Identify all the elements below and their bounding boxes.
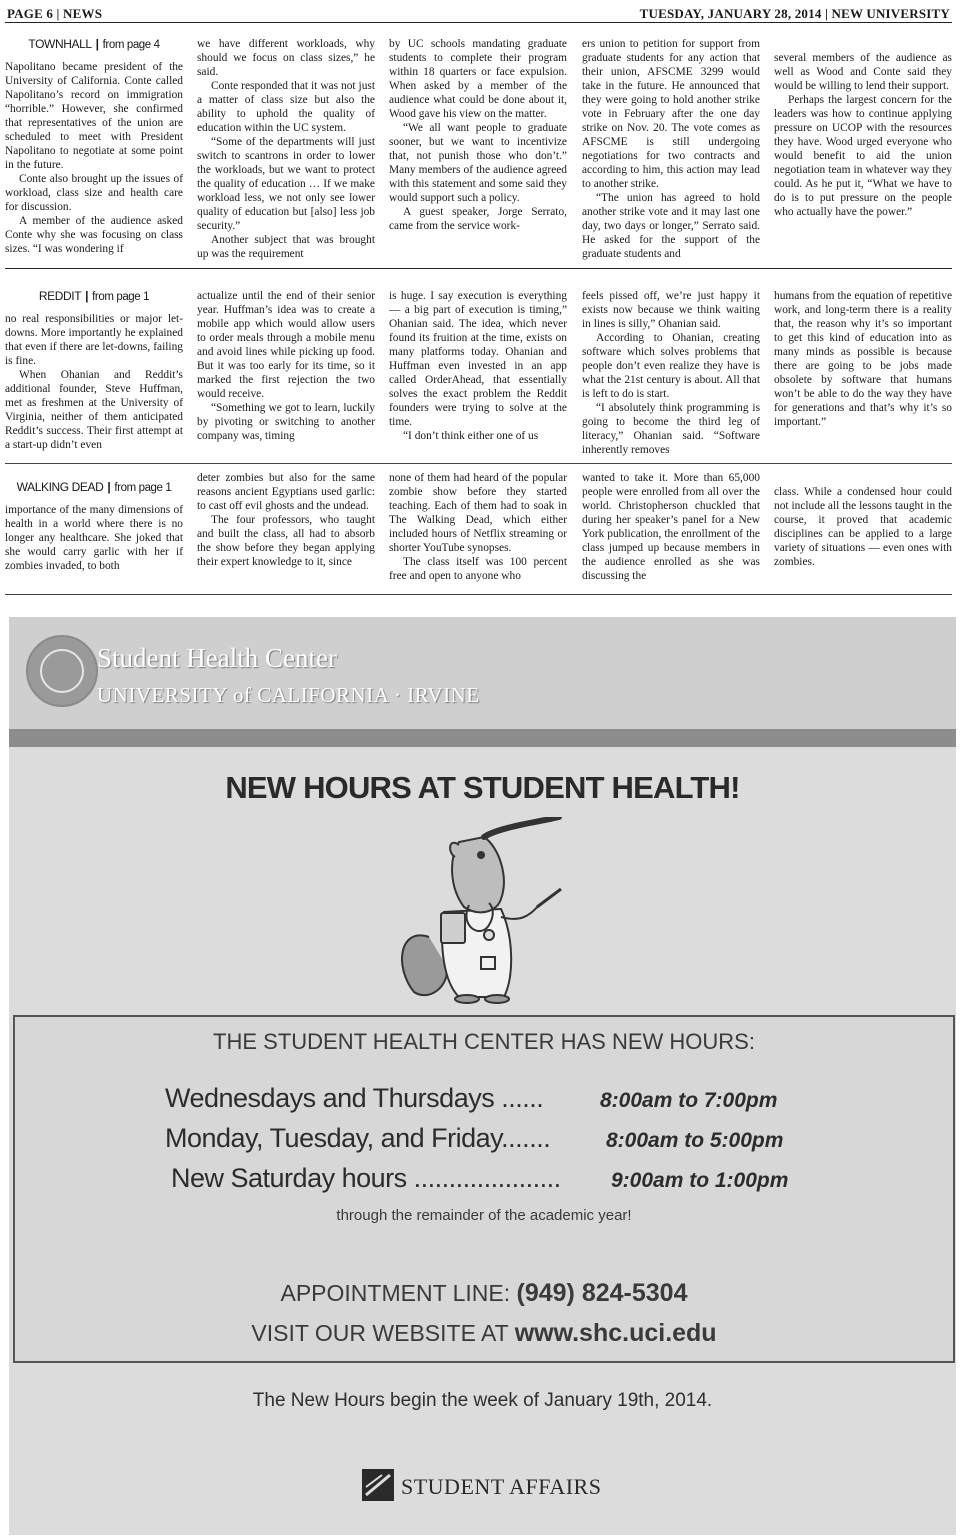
paragraph: Perhaps the largest concern for the leaders was how to continue applying pressure on UCOP with the resources they have. Wood urged everyone who would benefit to aid the union negotiation team in whatever way they could. As he put it, “What we have to do is to put pressure on the people who actually have the power.”	[774, 94, 952, 218]
paragraph: Another subject that was brought up was the requirement	[197, 234, 375, 260]
jump-label: TOWNHALL	[28, 37, 92, 51]
article-column	[774, 289, 952, 429]
article-column	[197, 289, 375, 443]
paragraph: deter zombies but also for the same reasons ancient Egyptians used garlic: to cast off evil ghosts and the undead.	[197, 472, 375, 512]
website-label: VISIT OUR WEBSITE AT	[251, 1320, 509, 1346]
article-column	[582, 289, 760, 457]
paragraph: several members of the audience as well as Wood and Conte said they would be willing to lend their support.	[774, 52, 952, 92]
jump-label: WALKING DEAD	[16, 480, 104, 494]
anteater-doctor-icon	[389, 817, 579, 1012]
paragraph: The four professors, who taught and built the class, all had to absorb the show before they began applying their expert knowledge to it, since	[197, 514, 375, 568]
paragraph: is huge. I say execution is everything — a big part of execution is timing,” Ohanian said. The idea, which never found its fruition at the time, exists on many platforms today. Ohanian and Huffman even invested in an app called OrderAhead, that essentially solves the exact problem the Reddit founders were trying to solve at the time.	[389, 290, 567, 428]
paragraph: wanted to take it. More than 65,000 people were enrolled from all over the world. Christopherson chuckled that during her speaker’s panel for a New York publication, the enrollment of the class jumped up because members in the audience enrolled as she was discussing the	[582, 472, 760, 582]
paragraph: Conte responded that it was not just a matter of class size but also the ability to uphold the quality of education within the UC system.	[197, 80, 375, 134]
jump-header: WALKING DEAD | from page 1	[16, 480, 172, 494]
appointment-phone: (949) 824-5304	[516, 1279, 688, 1307]
paragraph: none of them had heard of the popular zombie show before they started teaching. Each of them had to soak in The Walking Dead, which either included hours of Netflix streaming or shorter YouTube synopses.	[389, 472, 567, 554]
article-column	[582, 37, 760, 261]
paragraph: A guest speaker, Jorge Serrato, came from the service work-	[389, 206, 567, 232]
paragraph: humans from the equation of repetitive work, and long-term there is a reality that, the reason why it’s so important to get this kind of education into as many minds as possible is because there are going to be jobs made obsolete by software that humans won’t be able to do the way they have for generations and that’s why it’s so important.”	[774, 290, 952, 428]
hours-row-days: Monday, Tuesday, and Friday.......	[165, 1123, 551, 1153]
paragraph: importance of the many dimensions of health in a world where there is no longer any healthcare. She joked that she would carry garlic with her if zombies invaded, to both	[5, 504, 183, 572]
section-divider	[5, 594, 952, 595]
ad-org-name: Student Health Center	[97, 643, 337, 673]
ad-org-university: UNIVERSITY of CALIFORNIA · IRVINE	[97, 683, 480, 707]
hours-begin-note: The New Hours begin the week of January 19th, 2014.	[252, 1390, 713, 1411]
page-section-label: PAGE 6 | NEWS	[7, 6, 103, 21]
website-link[interactable]: www.shc.uci.edu	[514, 1319, 717, 1347]
paragraph: According to Ohanian, creating software which solves problems that people don’t even realize they have is what the 21st century is about. All that is left to do is start.	[582, 332, 760, 400]
university-seal-icon	[26, 635, 98, 707]
paragraph: “The union has agreed to hold another strike vote and it may last one day, two days or longer,” Serrato said. He asked for the support of the graduate students and	[582, 192, 760, 260]
townhall-article	[5, 37, 952, 263]
jump-header: REDDIT | from page 1	[38, 289, 150, 303]
paragraph: The class itself was 100 percent free and open to anyone who	[389, 556, 567, 582]
jump-header: TOWNHALL | from page 4	[28, 37, 160, 51]
hours-row-days: Wednesdays and Thursdays ......	[165, 1083, 544, 1113]
article-column	[774, 51, 952, 219]
article-column	[389, 289, 567, 443]
appointment-line	[15, 1279, 953, 1308]
paragraph: ers union to petition for support from graduate students for any action that their union, AFSCME 3299 would take in the future. He announced that they were going to hold another strike vote in February after the one day strike on Nov. 20. The vote comes as AFSCME is still undergoing negotiations for two contracts and according to him, this action may lead to another strike.	[582, 38, 760, 190]
paragraph: feels pissed off, we’re just happy it exists now because we think waiting in lines is silly,” Ohanian said.	[582, 290, 760, 330]
ad-headline: NEW HOURS AT STUDENT HEALTH!	[225, 770, 740, 805]
paragraph: Napolitano became president of the University of California. Conte called Napolitano’s record on immigration “horrible.” However, she confirmed that representatives of the union are scheduled to meet with President Napolitano to negotiate at some point in the future.	[5, 61, 183, 171]
page-date-label: TUESDAY, JANUARY 28, 2014 | NEW UNIVERSITY	[639, 6, 950, 21]
article-column	[197, 37, 375, 261]
section-divider	[5, 268, 952, 269]
student-health-ad	[9, 617, 956, 1535]
student-affairs-logo-icon	[362, 1469, 394, 1506]
hours-row-days: New Saturday hours .....................	[171, 1163, 561, 1193]
article-column	[5, 37, 183, 256]
paragraph: actualize until the end of their senior year. Huffman’s idea was to create a mobile app which would allow users to order meals through a mobile menu and avoid lines while picking up food. But it was too early for its time, so it marked the first rejection the two would receive.	[197, 290, 375, 400]
paragraph: “I don’t think either one of us	[403, 430, 539, 442]
paragraph: When Ohanian and Reddit’s additional founder, Steve Huffman, met as freshmen at the University of Virginia, neither of them anticipated Reddit’s success. Their first attempt at a start-up didn’t even	[5, 369, 183, 451]
hours-row-time: 8:00am to 7:00pm	[600, 1089, 778, 1112]
article-column	[197, 471, 375, 569]
paragraph: “I absolutely think programming is going to become the third leg of literacy,” Ohanian said. “Software inherently removes	[582, 402, 760, 456]
section-divider	[5, 463, 952, 464]
website-line	[15, 1319, 953, 1348]
hours-box	[13, 1015, 955, 1363]
paragraph: no real responsibilities or major let-downs. More importantly he explained that even if there are let-downs, failing is fine.	[5, 313, 183, 367]
student-affairs-label: STUDENT AFFAIRS	[401, 1474, 602, 1499]
hours-row-time: 9:00am to 1:00pm	[611, 1169, 789, 1192]
reddit-article	[5, 289, 952, 457]
jump-from: from page 1	[114, 482, 172, 494]
article-column	[774, 485, 952, 569]
hours-row-time: 8:00am to 5:00pm	[606, 1129, 784, 1152]
article-column	[5, 289, 183, 452]
jump-from: from page 4	[102, 39, 160, 51]
hours-box-title: THE STUDENT HEALTH CENTER HAS NEW HOURS:	[213, 1029, 755, 1054]
article-column	[582, 471, 760, 583]
article-column	[5, 471, 183, 573]
paragraph: we have different workloads, why should we focus on class sizes,” he said.	[197, 38, 375, 78]
paragraph: by UC schools mandating graduate students to complete their program within 18 quarters or face expulsion. When asked by a member of the audience what could be done about it, Wood gave his view on the matter.	[389, 38, 567, 120]
paragraph: “Something we got to learn, luckily by pivoting or switching to another company was, timing	[197, 402, 375, 442]
appointment-label: APPOINTMENT LINE:	[280, 1280, 511, 1306]
article-column	[389, 471, 567, 583]
ad-banner	[9, 617, 956, 730]
ad-divider-bar	[9, 729, 956, 747]
paragraph: class. While a condensed hour could not include all the lessons taught in the course, it proved that academic disciplines can be applied to a large variety of situations — even ones with zombies.	[774, 486, 952, 568]
walking-dead-article	[5, 471, 952, 583]
page-header	[5, 4, 952, 23]
paragraph: “We all want people to graduate sooner, but we want to incentivize that, not punish those who don’t.” Many members of the audience agreed with this statement and some said they would support such a policy.	[389, 122, 567, 204]
paragraph: A member of the audience asked Conte why she was focusing on class sizes. “I was wondering if	[5, 215, 183, 255]
jump-label: REDDIT	[38, 289, 82, 303]
hours-note: through the remainder of the academic year!	[336, 1207, 632, 1224]
article-column	[389, 37, 567, 233]
paragraph: “Some of the departments will just switch to scantrons in order to lower the workloads, but we want to protect the quality of education … If we make workload less, we not only see lower quality of education but [also] less job security.”	[197, 136, 375, 232]
paragraph: Conte also brought up the issues of workload, class size and health care for discussion.	[5, 173, 183, 213]
jump-from: from page 1	[92, 291, 150, 303]
